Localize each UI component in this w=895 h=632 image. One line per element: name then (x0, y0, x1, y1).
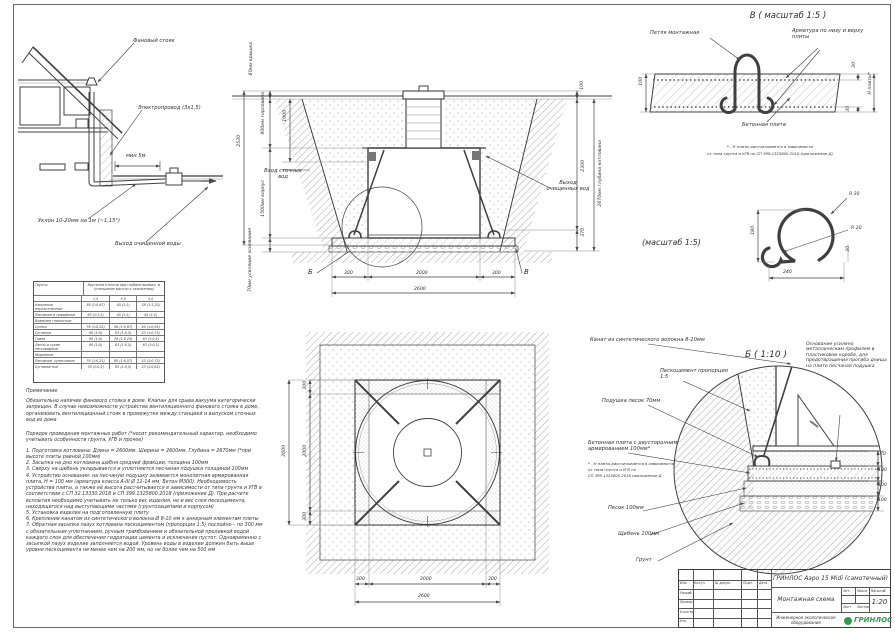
hook-detail-title: (масштаб 1:5) (642, 238, 701, 247)
detail-v-30t-dim: 30 (852, 62, 857, 68)
plan-bottom-2600-dim: 2600 (418, 594, 430, 599)
detail-b-footnote-1: * - Н плиты рассчитывается в зависимости (588, 461, 675, 466)
plan-bottom-300l-dim: 300 (356, 577, 365, 582)
detail-b-100b-dim: 100 (878, 483, 887, 488)
detail-b-right-note: Основание усилено металлическим профилем в пластиковом коробе, для предотвращения прогиба днища на плите песчаная подушка (806, 342, 887, 369)
grinlos-brand-name: ГРИНЛОС (854, 616, 893, 624)
detail-v-hplity-dim: Н плиты* (868, 72, 873, 95)
detail-v-footnote-2: от типа грунта и УГВ по СП 399.1325800.2018 (приложение Д) (707, 151, 833, 156)
house-min-distance-label: мин 5м (126, 153, 146, 159)
detail-b-rope-label: Канат из синтетического волокна 8-10мм (590, 337, 705, 343)
notes-item: 7. Обратная засыпка пазух котлована пескоцементом (пропорция 1:5) послойно – по 300 мм с обязательным уплотнением, ручным трамбованием и обязательной проливкой водой каждого слоя для обеспечения гидратации цемента и исключения пустот. Одновременно с засыпкой пазух изделие заполняется водой. Уровень воды в изделии должен быть выше уровня пескоцемента не менее чем на 200 мм, но не более чем на 500 мм (26, 523, 263, 554)
notes-item: 1. Подготовка котлована: Длина = 2600мм. Ширина = 2600мм. Глубина = 2670мм (*при высоте плиты равной 100мм) (26, 448, 251, 460)
detail-b-footnote-2: от типа грунта и УГВ по (588, 467, 637, 472)
soil-col-header: Грунты (34, 282, 84, 295)
detail-v-title: В ( масштаб 1:5 ) (749, 11, 827, 21)
section-2300-dim: 2300 (581, 160, 586, 172)
section-base-dim: 70мм усиление основания (248, 228, 253, 292)
tb-sheets-label: Листов (857, 605, 869, 609)
tb-col-sign: Подп. (743, 581, 753, 585)
tb-scale-header: Масштаб (870, 589, 886, 593)
plan-left-300b-dim: 300 (303, 512, 308, 521)
depth-3: 5,0 (148, 296, 154, 301)
detail-v-footnote-1: * - Н плиты рассчитывается в зависимости (726, 144, 814, 149)
detail-b-gravel-label: Щебень 100мм (618, 531, 660, 537)
hook-r30-label: R 30 (849, 192, 860, 197)
section-100-dim: 100 (580, 81, 585, 90)
section-detail-v-mark: В (524, 268, 529, 276)
tb-row-developed: Разраб. (680, 590, 693, 595)
hook-180-dim: 180 (751, 226, 756, 235)
hook-30-dim: 30 (846, 246, 851, 252)
notes-para1: Обязательно наличие фанового стояка в доме. Клапан для срыва вакуума категорически запрещен. В случае невозможности устройства вентиляционного фанового стояка в доме, организовать вентиляционный стояк в промежутке между станцией и выпуском сточных вод из дома (26, 399, 259, 423)
table-row: Песчаные и гравийные 63 (1:0,5) 45 (1:1) 45 (1:1) (34, 311, 164, 317)
tb-row-approved: Утв. (680, 619, 687, 623)
tb-lit-header: Лит. (843, 589, 851, 593)
tb-row-checked: Провер. (680, 600, 694, 604)
steepness-col-header: Крутизна откосов при глубине выемки, м (отношение высоты к заложению) (87, 282, 161, 291)
plan-bottom-300r-dim: 300 (488, 577, 497, 582)
detail-b-70-dim: 70 (880, 452, 886, 457)
notes-title: Примечание (26, 389, 58, 394)
tb-tagline: Инженерное экологическое оборудование (776, 615, 836, 625)
detail-b-drawing (588, 335, 890, 575)
detail-b-title: Б ( 1:10 ) (745, 350, 787, 360)
tb-row-ncontrol: Н.контр. (680, 609, 695, 614)
detail-b-pesko-label: Пескоцемент пропорция 1:5 (660, 368, 728, 381)
depth-1: 1,5 (82, 296, 110, 301)
section-bottom-300r-dim: 300 (492, 271, 501, 276)
tb-col-izm: Изм. (680, 581, 688, 585)
section-bottom-2000-dim: 2000 (416, 271, 428, 276)
notes-item: 2. Засыпка на дно котлована щебня средней фракции, толщина 100мм (26, 461, 209, 467)
detail-v-loop-label: Петля монтажная (650, 30, 700, 36)
detail-b-footnote-3: СП 399.1325800.2018 приложение Д (588, 473, 662, 478)
tb-sheet-label: Лист (843, 605, 852, 609)
house-cable-label: Электропровод (3х1,5) (138, 105, 201, 111)
house-clean-water-out-label: Выход очищенной воды (115, 241, 181, 247)
tb-col-docnum: № докум. (715, 581, 731, 585)
notes-item: 6. Крепление канатом из синтетического волокна Ø 8-10 мм к анкерным элементам плиты (26, 517, 259, 523)
table-row: Насыпные неуплотненные 56 (1:0,67) 45 (1:1) 38 (1:1,25) (34, 301, 164, 311)
table-row: Суглинистые 78 (1:0,2) 63 (1:0,5) 57 (1:0,65) (34, 363, 164, 369)
table-row: Моренные: (34, 351, 164, 357)
detail-b-100c-dim: 100 (878, 498, 887, 503)
section-bottom-2600-dim: 2600 (414, 287, 426, 292)
house-vent-stack-label: Фановый стояк (133, 38, 175, 44)
depth-2: 3,0 (110, 296, 138, 301)
section-1000-dim: 1000 (283, 110, 288, 122)
plan-left-300t-dim: 300 (303, 381, 308, 390)
section-bottom-300l-dim: 300 (344, 271, 353, 276)
table-row: Влажные глинистые: (34, 317, 164, 323)
table-row: Глина 90 (1:0) 76 (1:0,25) 63 (1:0,5) (34, 335, 164, 341)
grinlos-logo-icon (844, 617, 852, 625)
section-detail-b-mark: Б (308, 268, 313, 276)
notes-item: 5. Установка изделия на подготовленную плиту (26, 510, 149, 516)
tb-logo (844, 616, 892, 625)
section-inlet-label: Вход сточных вод (264, 168, 302, 181)
section-depth-dim: 2670мм глубина котлована (598, 140, 603, 207)
hook-r20-label: R 20 (851, 226, 862, 231)
title-block (678, 569, 891, 628)
detail-v-100-dim: 100 (639, 77, 644, 86)
tb-col-date: Дата (759, 581, 768, 585)
table-row: Песчаные, супесчаные 76 (1:0,25) 60 (1:0,57) 53 (1:0,75) (34, 357, 164, 363)
plan-left-2600-dim: 2600 (282, 445, 287, 457)
notes-para2: Порядок проведения монтажных работ (*носит рекомендательный характер, необходимо учитывать особенности грунта, УГВ и прочее) (26, 432, 257, 444)
detail-b-100a-dim: 100 (878, 468, 887, 473)
notes-block (26, 389, 263, 555)
section-370-dim: 370 (581, 228, 586, 237)
section-neck-dim: 900мм горловина (261, 92, 266, 135)
section-body-dim: 1500мм корпус (261, 180, 266, 217)
detail-b-sand-label: Песок 100мм (608, 505, 644, 511)
section-total-height-dim: 2530 (237, 135, 242, 147)
detail-b-slab-label: Бетонная плита с двусторонним армированием 100мм* (588, 440, 678, 453)
detail-v-slab-label: Бетонная плита (742, 122, 786, 128)
notes-item: 3. Сверху на щебень укладывается и уплотняется песчаная подушка толщиной 100мм (26, 467, 249, 473)
soil-slope-table (33, 281, 165, 383)
tb-mass-header: Масса (857, 589, 868, 593)
detail-v-30b-dim: 30 (846, 106, 851, 112)
tb-scale-value: 1:20 (871, 598, 888, 606)
section-lid-dim: 60мм крышка (249, 42, 254, 76)
hook-240-dim: 240 (783, 270, 792, 275)
hook-detail-drawing (735, 186, 860, 288)
detail-v-rebar-label: Арматура по низу и верху плиты (792, 28, 864, 41)
house-slope-label: Уклон 10-20мм на 1м (~1,15°) (38, 218, 120, 224)
table-row: Суглинок 90 (1:0) 63 (1:0,5) 53 (1:0,75) (34, 329, 164, 335)
detail-b-ground-label: Грунт (636, 557, 652, 563)
plan-left-2000-dim: 2000 (303, 445, 308, 457)
detail-b-cushion-label: Подушка песок 70мм (602, 398, 661, 404)
notes-item: 4. Устройство основания: на песчаную подушку заливается монолитная армированная плита, Н = 100 мм (арматура класса А-III Ø 12-14 мм; Бетон М300). Необходимость устройства плиты, а также её высота рассчитывается в зависимости от типа грунта и УГВ в соответствии с СП 32.13330.2018 и СП 399.1325800.2018 (приложение Д). При расчете всплытия необходимо учитывать не только вес изделия, но и вес слоя пескоцемента, находящегося над выступающими частями (грунтозацепами и корпусом) (26, 473, 262, 510)
table-row: Супесь 76 (1:0,25) 56 (1:0,67) 50 (1:0,85) (34, 323, 164, 329)
plan-bottom-2000-dim: 2000 (420, 577, 432, 582)
tb-doc-name: Монтажная схема (777, 596, 835, 603)
plan-view-drawing (275, 332, 610, 624)
section-outlet-label: Выход очищенных вод (546, 180, 590, 193)
tb-product-name: ГРИНЛОС Аэро 15 Midi (самотечный) (773, 575, 888, 582)
tb-col-koluch: Кол.уч (694, 581, 706, 585)
table-row: Лессы и сухие лессовидные 90 (1:0) 63 (1:0,5) 63 (1:0,5) (34, 341, 164, 351)
